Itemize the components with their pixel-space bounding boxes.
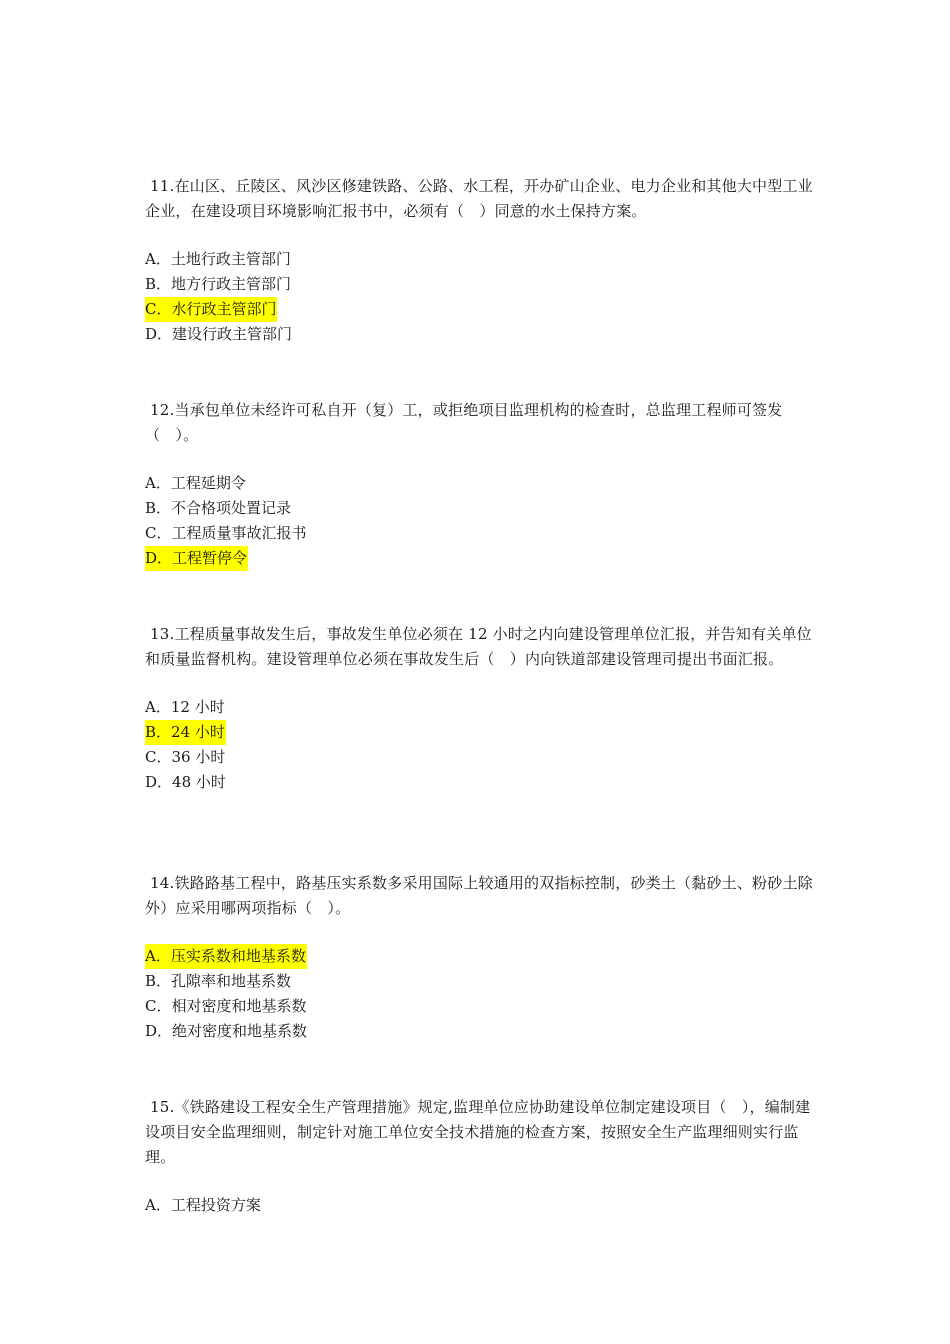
question-stem: 15.《铁路建设工程安全生产管理措施》规定,监理单位应协助建设单位制定建设项目（ ），编制建设项目安全监理细则，制定针对施工单位安全技术措施的检查方案，按照安全生产监理细则实行监理。: [145, 1098, 811, 1166]
question-stem: 11.在山区、丘陵区、风沙区修建铁路、公路、水工程，开办矿山企业、电力企业和其他大中型工业企业，在建设项目环境影响汇报书中，必须有（ ）同意的水土保持方案。: [145, 177, 813, 220]
option-d: D．48 小时: [145, 773, 226, 791]
option-d: D．建设行政主管部门: [145, 325, 293, 343]
question-stem: 13.工程质量事故发生后，事故发生单位必须在 12 小时之内向建设管理单位汇报，并告知有关单位和质量监督机构。建设管理单位必须在事故发生后（ ）内向铁道部建设管理司提出书面汇报。: [145, 625, 812, 668]
question-stem: 12.当承包单位未经许可私自开（复）工，或拒绝项目监理机构的检查时，总监理工程师可签发（ ）。: [145, 401, 783, 444]
option-d-correct: D．工程暂停令: [145, 546, 825, 571]
question-11: [145, 174, 825, 347]
option-b: B．孔隙率和地基系数: [145, 972, 292, 990]
question-15: [145, 1095, 825, 1218]
question-12: [145, 398, 825, 571]
option-a: A．12 小时: [145, 698, 225, 716]
option-c: C．工程质量事故汇报书: [145, 524, 307, 542]
option-b-correct: B．24 小时: [145, 720, 825, 745]
question-13: [145, 622, 825, 795]
question-14: [145, 871, 825, 1044]
option-d: D．绝对密度和地基系数: [145, 1022, 308, 1040]
option-c-correct: C．水行政主管部门: [145, 297, 825, 322]
option-a: A．土地行政主管部门: [145, 250, 291, 268]
option-a-correct: A．压实系数和地基系数: [145, 944, 825, 969]
option-b: B．不合格项处置记录: [145, 499, 292, 517]
option-a: A．工程投资方案: [145, 1196, 261, 1214]
option-b: B．地方行政主管部门: [145, 275, 292, 293]
option-c: C．36 小时: [145, 748, 226, 766]
option-c: C．相对密度和地基系数: [145, 997, 307, 1015]
question-stem: 14.铁路路基工程中，路基压实系数多采用国际上较通用的双指标控制，砂类土（黏砂土、粉砂土除外）应采用哪两项指标（ ）。: [145, 874, 813, 917]
option-a: A．工程延期令: [145, 474, 246, 492]
